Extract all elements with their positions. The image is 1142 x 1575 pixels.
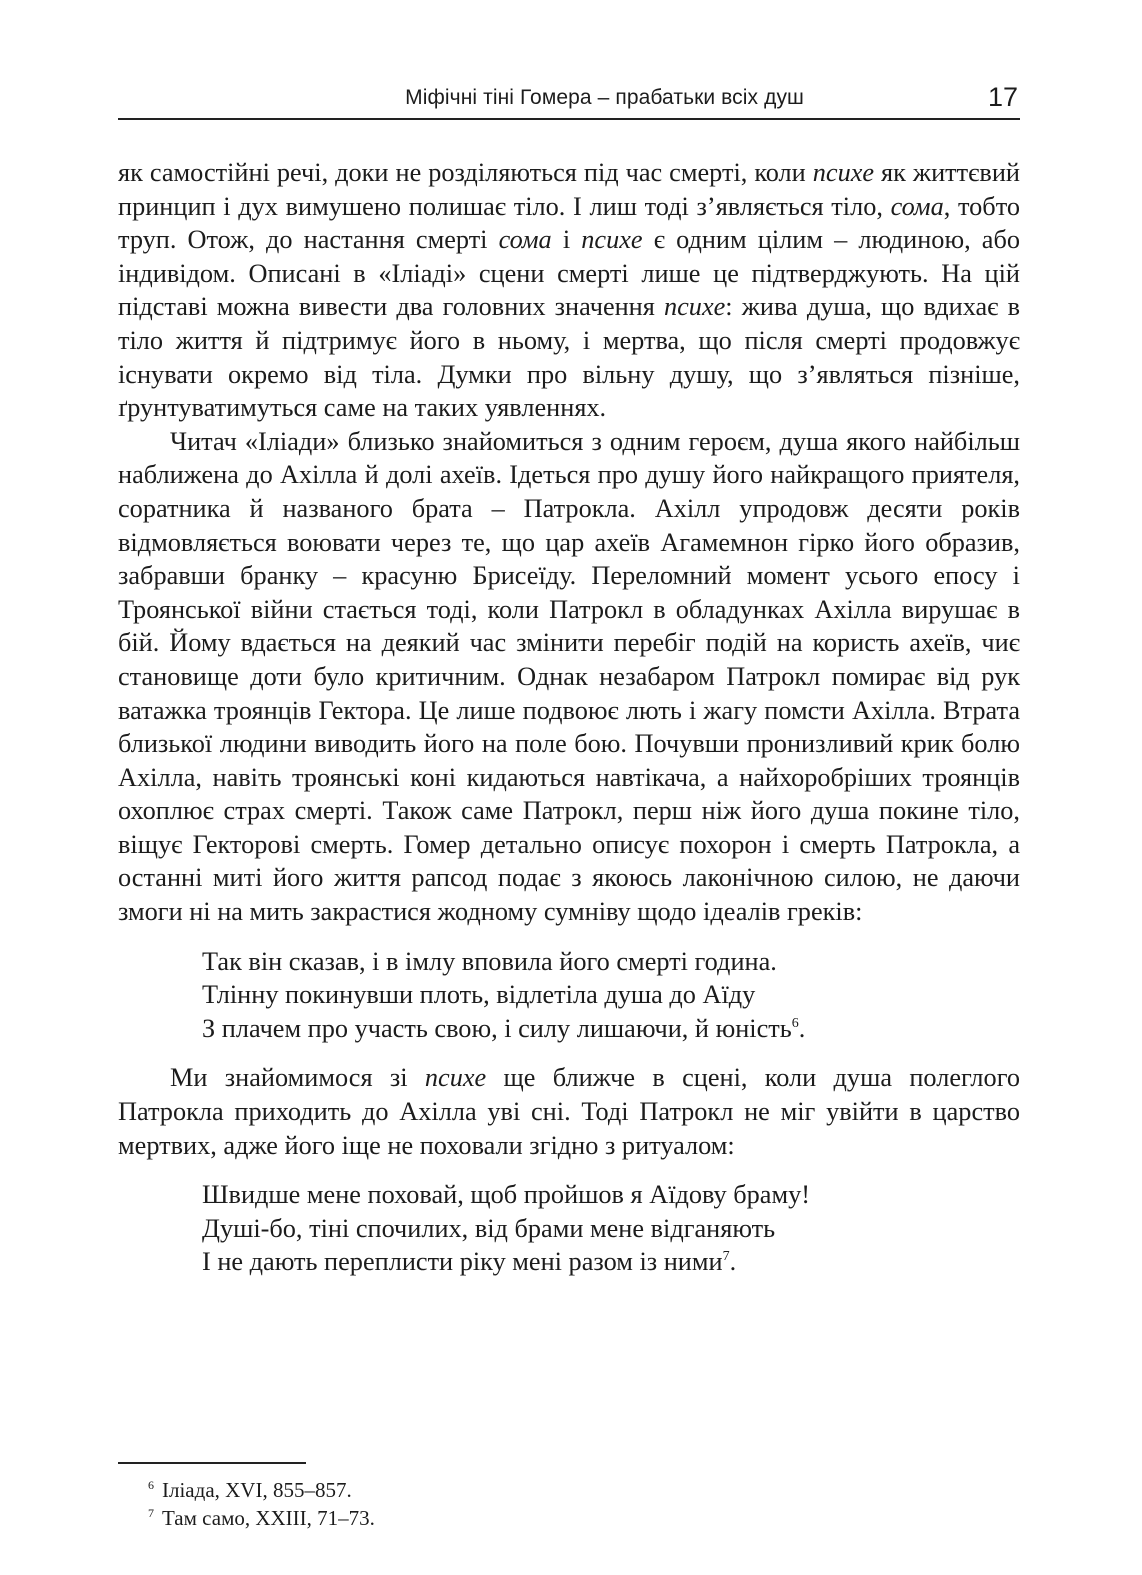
footnote-ref[interactable]: 7 — [722, 1249, 730, 1265]
page-number: 17 — [987, 82, 1018, 112]
footnote-number: 7 — [148, 1506, 154, 1520]
verse-line: Швидше мене поховай, щоб пройшов я Аїдову браму! — [202, 1180, 811, 1210]
verse-line: Душі-бо, тіні спочилих, від брами мене відганяють — [202, 1213, 776, 1243]
verse-quote-1 — [202, 945, 1020, 1046]
italic-term: психе — [663, 292, 726, 322]
text-run: : жива душа, що вдихає в тіло життя й підтримує його в ньому, і мертва, що після смерті продовжує існувати окремо від тіла. Думки про вільну душу, що з’являться пізніше, ґрунтуватимуться саме на таких уявленнях. — [118, 292, 1020, 423]
footnote-divider — [118, 1462, 306, 1464]
body-text — [118, 156, 1020, 1295]
text-run: як життєвий принцип і дух вимушено полишає тіло. І лиш тоді з’являється тіло, — [118, 158, 1020, 221]
text-run: , тобто труп. Отож, до настання смерті — [118, 191, 1020, 255]
verse-line-text: І не дають переплисти ріку мені разом із ними — [202, 1247, 723, 1277]
verse-line: Так він сказав, і в імлу вповила його смерті година. — [202, 946, 777, 976]
text-run: і — [551, 225, 582, 255]
running-header — [118, 84, 1020, 120]
footnote-ref[interactable]: 6 — [791, 1015, 799, 1031]
footnote-text: Іліада, XVI, 855–857. — [162, 1478, 352, 1502]
paragraph-1 — [118, 156, 1020, 425]
footnote — [148, 1504, 375, 1532]
verse-line: Тлінну покинувши плоть, відлетіла душа до Аїду — [202, 980, 756, 1010]
italic-term: психе — [812, 158, 875, 187]
verse-quote-2 — [202, 1178, 1020, 1279]
italic-term: психе — [581, 225, 643, 255]
italic-term: сома — [890, 191, 944, 221]
italic-term: сома — [498, 225, 552, 255]
text-run: ще ближче в сцені, коли душа полеглого Патрокла приходить до Ахілла уві сні. Тоді Патрокл не міг увійти в царство мертвих, адже його іще не поховали згідно з ритуалом: — [118, 1063, 1020, 1160]
book-page — [118, 0, 1020, 1575]
running-title: Міфічні тіні Гомера – прабатьки всіх душ — [405, 86, 804, 109]
paragraph-3 — [118, 1061, 1020, 1162]
text-run: є одним цілим – людиною, або індивідом. Описані в «Іліаді» сцени смерті лише це підтверджують. На цій підставі можна вивести два головних значення — [118, 225, 1020, 322]
italic-term: психе — [424, 1063, 487, 1093]
footnote — [148, 1476, 375, 1504]
verse-line-text: З плачем про участь свою, і силу лишаючи, й юність — [202, 1013, 792, 1043]
text-run: як самостійні речі, доки не розділяються під час смерті, коли — [118, 158, 813, 187]
paragraph-2: Читач «Іліади» близько знайомиться з одним героєм, душа якого найбільш наближена до Ахілла й долі ахеїв. Ідеться про душу його найкращого приятеля, соратника й названого брата – Патрокла. Ахілл упродовж десяти років відмовляється воювати через те, що цар ахеїв Агамемнон гірко його образив, забравши бранку – красуню Брисеїду. Переломний момент усього епосу і Троянської війни стається тоді, коли Патрокл в обладунках Ахілла вирушає в бій. Йому вдається на деякий час змінити перебіг подій на користь ахеїв, чиє становище доти було критичним. Однак незабаром Патрокл помирає від рук ватажка троянців Гектора. Це лише подвоює лють і жагу помсти Ахілла. Втрата близької людини виводить його на поле бою. Почувши пронизливий крик болю Ахілла, навіть троянські коні кидаються навтікача, а найхоробріших троянців охоплює страх смерті. Також саме Патрокл, перш ніж його душа покине тіло, віщує Гекторові смерть. Гомер детально описує похорон і смерть Патрокла, а останні миті його життя рапсод подає з якоюсь лаконічною силою, не даючи змоги ні на мить закрастися жодному сумніву щодо ідеалів греків: — [118, 426, 1020, 927]
verse-line-last: З плачем про участь свою, і силу лишаючи, й юність$^6$. — [202, 1013, 806, 1043]
footnote-number: 6 — [148, 1478, 154, 1492]
text-run: Ми знайомимося зі — [170, 1063, 425, 1093]
verse-line-last: І не дають переплисти ріку мені разом із ними$^7$. — [202, 1247, 737, 1277]
footnotes — [148, 1476, 375, 1532]
footnote-text: Там само, XXIII, 71–73. — [162, 1506, 375, 1530]
